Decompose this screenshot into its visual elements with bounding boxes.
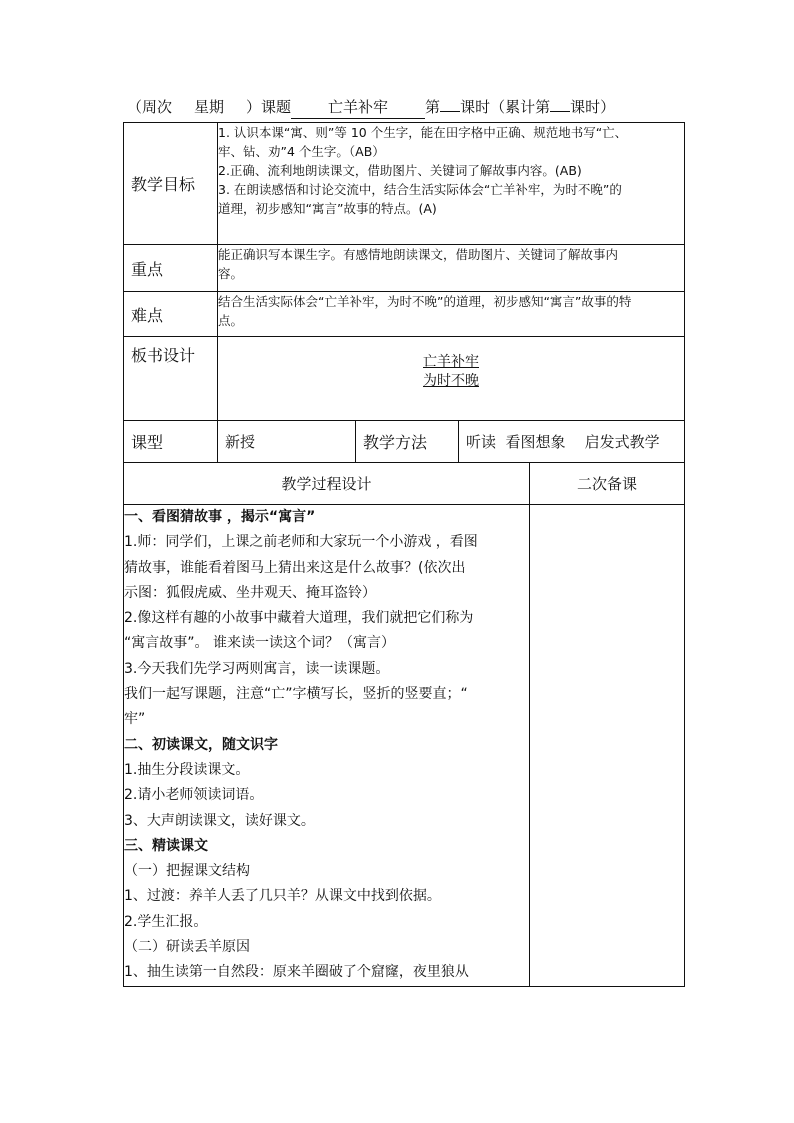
process-line: 三、精读课文	[124, 837, 208, 854]
second-prep-header: 二次备课	[530, 463, 685, 505]
process-header-row	[124, 463, 685, 505]
week-label: （周次	[127, 98, 173, 116]
course-row	[124, 421, 685, 463]
cumulative-blank	[550, 111, 570, 112]
objective-line: 牢、钻、劝”4 个生字。（AB）	[218, 144, 385, 159]
process-line: 3.今天我们先学习两则寓言，读一读课题。	[124, 660, 390, 677]
keypoint-label: 重点	[124, 245, 218, 292]
process-line: “寓言故事”。 谁来读一读这个词？（寓言）	[124, 635, 395, 652]
method-value: 听读 看图想象 启发式教学	[459, 421, 685, 463]
board-label: 板书设计	[124, 337, 218, 421]
difficulty-label: 难点	[124, 292, 218, 337]
second-prep-content	[530, 505, 685, 987]
process-header: 教学过程设计	[124, 463, 530, 505]
lesson-no-label: 第	[425, 98, 441, 116]
topic-label: ）课题	[246, 98, 292, 116]
process-line: 1.抽生分段读课文。	[124, 761, 250, 778]
process-line: 2.像这样有趣的小故事中藏着大道理，我们就把它们称为	[124, 610, 474, 627]
board-line-1: 亡羊补牢	[423, 354, 479, 370]
process-line: 1、过渡：养羊人丢了几只羊？从课文中找到依据。	[124, 888, 441, 905]
difficulty-content	[218, 292, 685, 337]
objective-line: 道理，初步感知“寓言”故事的特点。(A)	[218, 201, 437, 216]
difficulty-row	[124, 292, 685, 337]
difficulty-line: 点。	[218, 313, 244, 328]
process-line: 1.师：同学们，上课之前老师和大家玩一个小游戏 ，看图	[124, 534, 478, 551]
objectives-label: 教学目标	[124, 123, 218, 245]
course-type-label: 课型	[124, 421, 218, 463]
board-content	[218, 337, 685, 421]
keypoint-line: 容。	[218, 266, 244, 281]
keypoint-content	[218, 245, 685, 292]
course-type-value: 新授	[218, 421, 356, 463]
weekday-label: 星期	[194, 98, 225, 116]
process-line: 2.学生汇报。	[124, 913, 208, 930]
process-line: 二、初读课文，随文识字	[124, 736, 278, 753]
process-line: 我们一起写课题，注意“亡”字横写长，竖折的竖要直；“	[124, 686, 468, 703]
difficulty-line: 结合生活实际体会“亡羊补牢，为时不晚”的道理，初步感知“寓言”故事的特	[218, 294, 632, 309]
board-line-2: 为时不晚	[423, 373, 479, 389]
lesson-hours-end: 课时）	[570, 98, 616, 116]
lesson-no-blank	[440, 111, 460, 112]
objective-line: 1. 认识本课“寓、则”等 10 个生字，能在田字格中正确、规范地书写“亡、	[218, 125, 628, 140]
process-line: 牢”	[124, 711, 146, 728]
process-line: 猜故事，谁能看着图马上猜出来这是什么故事？(依次出	[124, 559, 466, 576]
method-label: 教学方法	[356, 421, 459, 463]
board-row	[124, 337, 685, 421]
lesson-hours-label: 课时（累计第	[460, 98, 551, 116]
process-line: 2.请小老师领读词语。	[124, 787, 264, 804]
process-line: 3、大声朗读课文，读好课文。	[124, 812, 315, 829]
objective-line: 2.正确、流利地朗读课文，借助图片、关键词了解故事内容。(AB)	[218, 163, 582, 178]
process-line: 一、看图猜故事 ，揭示“寓言”	[124, 509, 316, 525]
keypoint-row	[124, 245, 685, 292]
lesson-header	[127, 96, 687, 118]
process-line: 1、抽生读第一自然段：原来羊圈破了个窟窿，夜里狼从	[124, 964, 469, 981]
objectives-row	[124, 123, 685, 245]
topic-value: 亡羊补牢	[291, 96, 425, 119]
objectives-content	[218, 123, 685, 245]
objective-line: 3. 在朗读感悟和讨论交流中，结合生活实际体会“亡羊补牢，为时不晚”的	[218, 182, 622, 197]
process-line: 示图：狐假虎威、坐井观天、掩耳盗铃）	[124, 584, 376, 601]
process-line: （一）把握课文结构	[124, 863, 250, 880]
lesson-plan-table	[123, 122, 685, 987]
keypoint-line: 能正确识写本课生字。有感情地朗读课文，借助图片、关键词了解故事内	[218, 247, 619, 262]
process-line: （二）研读丢羊原因	[124, 939, 250, 956]
process-content	[124, 505, 530, 987]
process-row	[124, 505, 685, 987]
